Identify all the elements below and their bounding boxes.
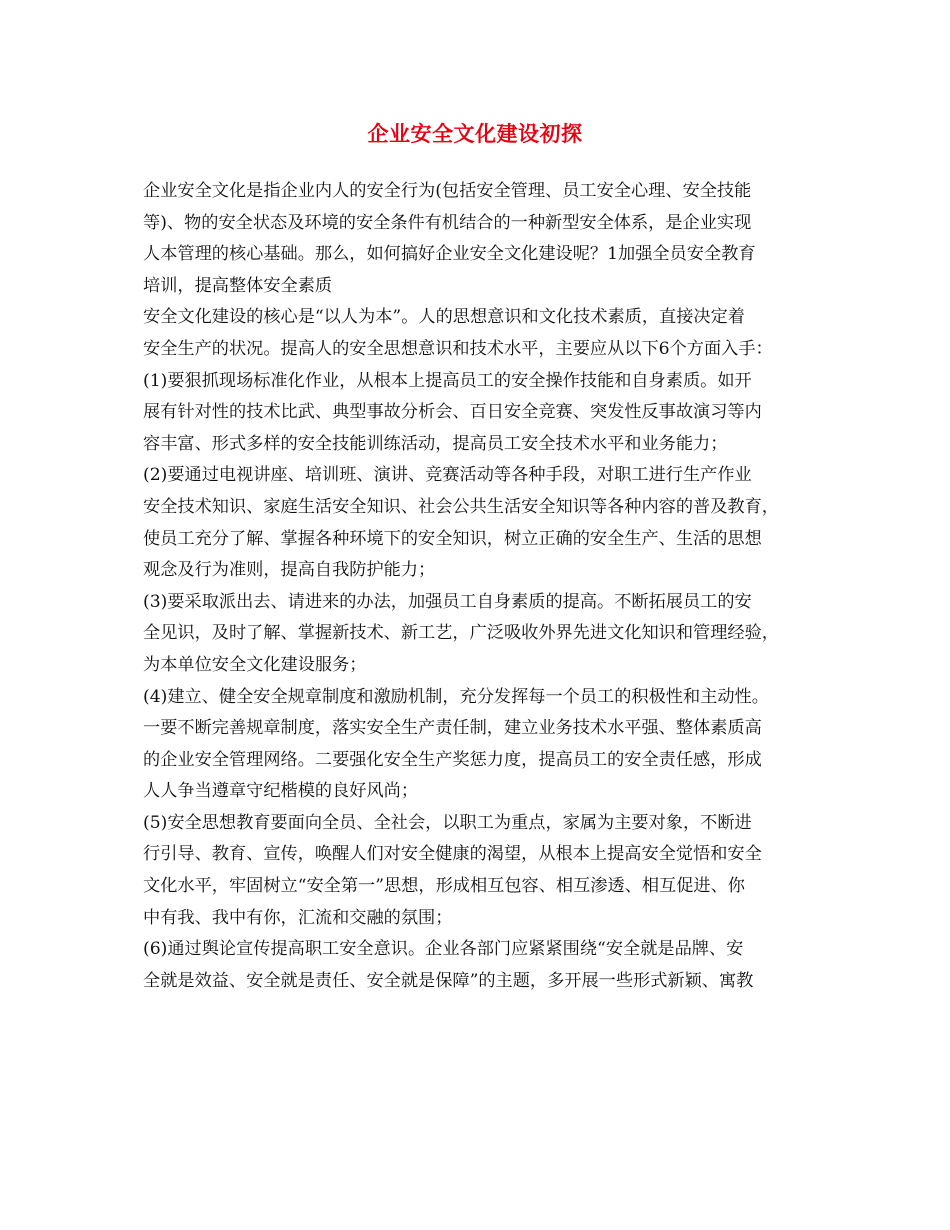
body-text-line: 的企业安全管理网络。二要强化安全生产奖惩力度，提高员工的安全责任感，形成 [143, 749, 762, 770]
body-text-line: 文化水平，牢固树立“安全第一”思想，形成相互包容、相互渗透、相互促进、你 [143, 876, 745, 897]
body-text-line: (3)要采取派出去、请进来的办法，加强员工自身素质的提高。不断拓展员工的安 [143, 591, 752, 612]
body-text-line: 为本单位安全文化建设服务； [143, 654, 367, 675]
body-text-line: 企业安全文化是指企业内人的安全行为(包括安全管理、员工安全心理、安全技能 [143, 181, 752, 201]
body-text-line: 安全技术知识、家庭生活安全知识、社会公共生活安全知识等各种内容的普及教育， [143, 496, 779, 517]
body-text-line: 容丰富、形式多样的安全技能训练活动，提高员工安全技术水平和业务能力； [143, 433, 728, 454]
document-body [143, 176, 815, 997]
body-text-line: 人人争当遵章守纪楷模的良好风尚； [143, 781, 419, 802]
body-text-line: 一要不断完善规章制度，落实安全生产责任制，建立业务技术水平强、整体素质高 [143, 718, 762, 739]
body-text-line: (2)要通过电视讲座、培训班、演讲、竞赛活动等各种手段，对职工进行生产作业 [143, 465, 752, 486]
body-text-line: 人本管理的核心基础。那么，如何搞好企业安全文化建设呢？1加强全员安全教育 [143, 244, 756, 265]
body-text-line: 全就是效益、安全就是责任、安全就是保障”的主题，多开展一些形式新颖、寓教 [143, 970, 754, 991]
body-text-line: 观念及行为准则，提高自我防护能力； [143, 560, 436, 581]
body-text-line: 培训，提高整体安全素质 [143, 275, 333, 296]
body-text-line: 安全生产的状况。提高人的安全思想意识和技术水平，主要应从以下6个方面入手： [143, 338, 773, 359]
body-text-line: 使员工充分了解、掌握各种环境下的安全知识，树立正确的安全生产、生活的思想 [143, 528, 762, 549]
document-title: 企业安全文化建设初探 [367, 121, 583, 146]
body-text-line: 展有针对性的技术比武、典型事故分析会、百日安全竞赛、突发性反事故演习等内 [143, 402, 762, 423]
body-text-line: (6)通过舆论宣传提高职工安全意识。企业各部门应紧紧围绕“安全就是品牌、安 [143, 939, 744, 960]
body-text-line: (4)建立、健全安全规章制度和激励机制，充分发挥每一个员工的积极性和主动性。 [143, 686, 769, 707]
body-text-line: (1)要狠抓现场标准化作业，从根本上提高员工的安全操作技能和自身素质。如开 [143, 370, 752, 391]
body-text-line: 行引导、教育、宣传，唤醒人们对安全健康的渴望，从根本上提高安全觉悟和安全 [143, 844, 762, 865]
body-text-line: (5)安全思想教育要面向全员、全社会，以职工为重点，家属为主要对象，不断进 [143, 812, 752, 833]
body-text-line: 等)、物的安全状态及环境的安全条件有机结合的一种新型安全体系，是企业实现 [143, 212, 752, 233]
body-text-line: 中有我、我中有你，汇流和交融的氛围； [143, 907, 453, 928]
body-text-line: 安全文化建设的核心是“以人为本”。人的思想意识和文化技术素质，直接决定着 [143, 307, 745, 328]
body-text-line: 全见识，及时了解、掌握新技术、新工艺，广泛吸收外界先进文化知识和管理经验， [143, 623, 779, 644]
